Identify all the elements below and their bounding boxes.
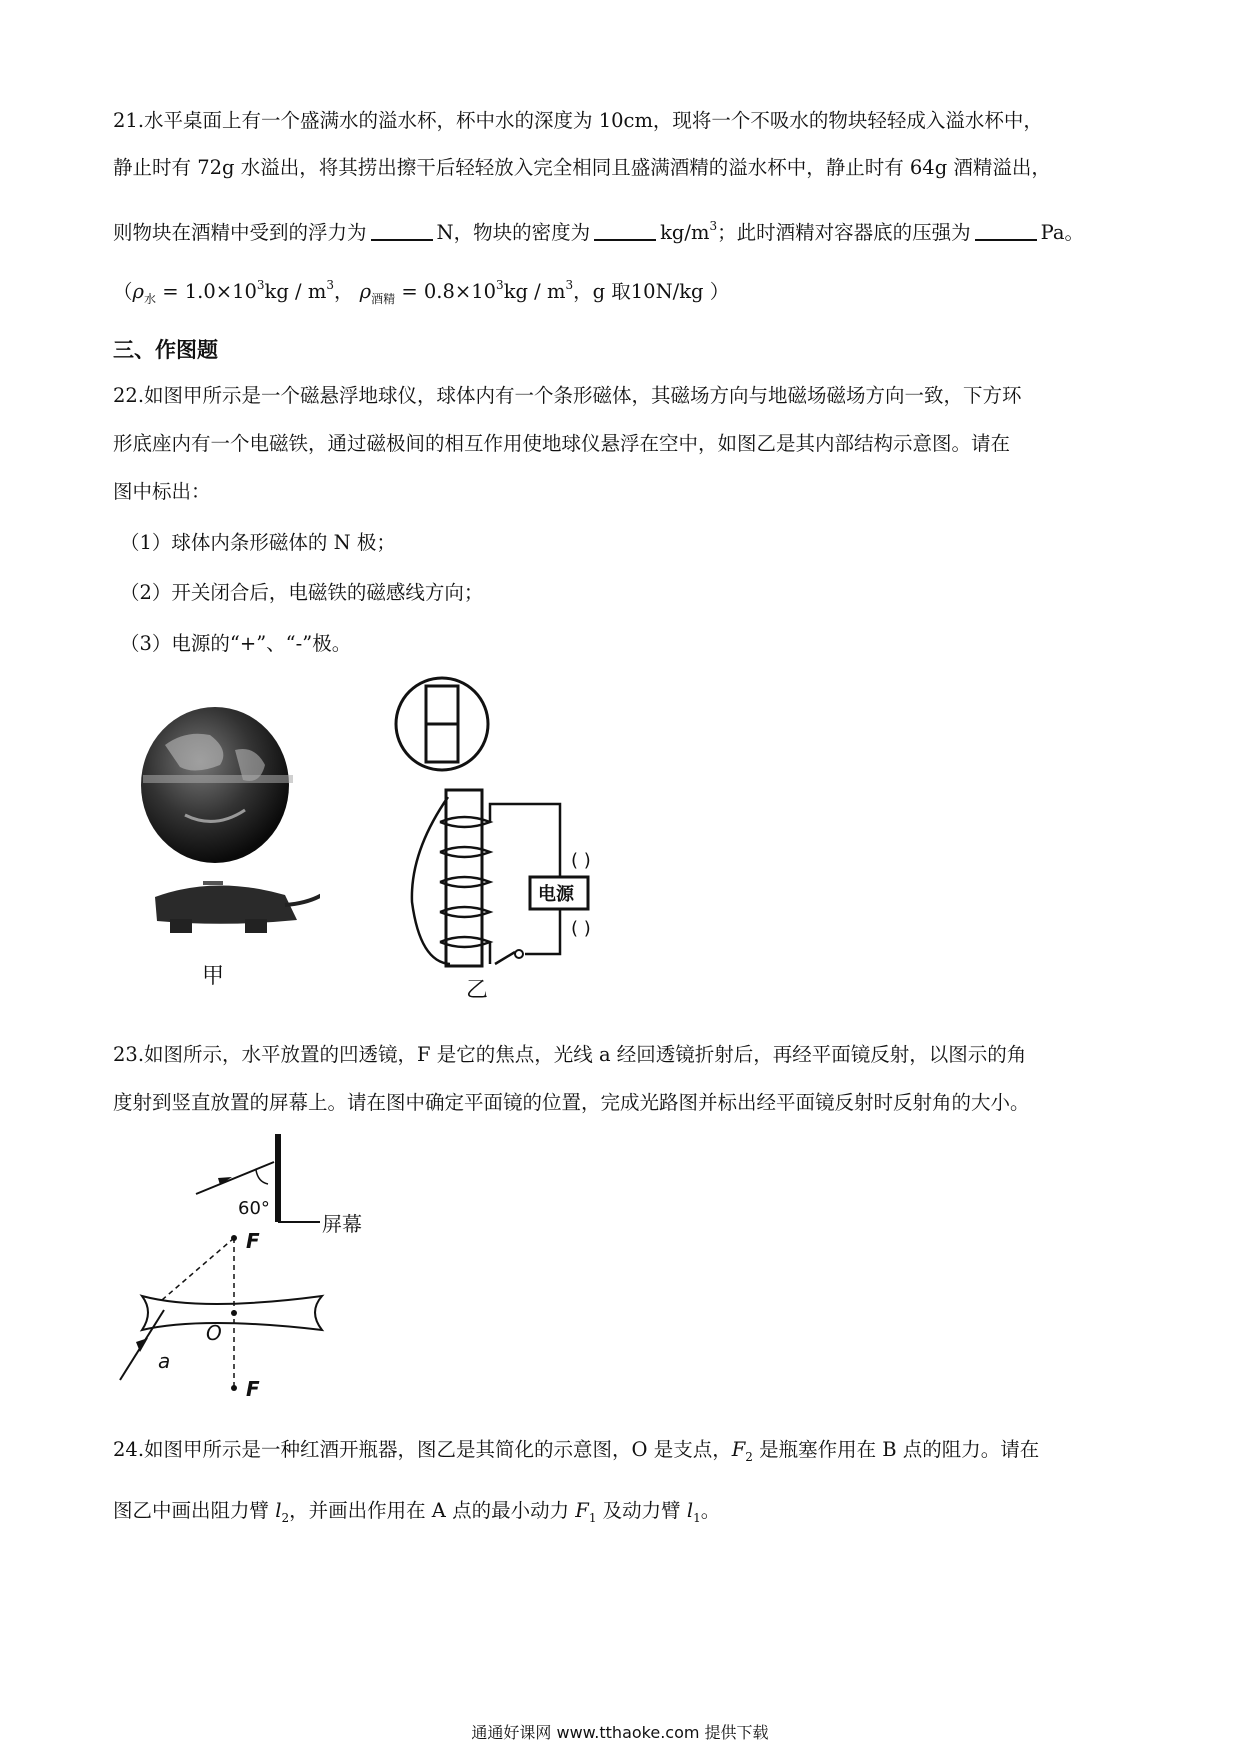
angle-label: 60° (238, 1198, 270, 1219)
focus-bottom (231, 1385, 237, 1391)
q22-line-3: 图中标出： (113, 480, 211, 503)
incident-ray (196, 1162, 274, 1194)
q21-text-c: kg/m (660, 221, 710, 244)
q24-text-f: 。 (700, 1499, 721, 1522)
q22-item-1: （1）球体内条形磁体的 N 极； (120, 531, 396, 554)
q21-text-a: 则物块在酒精中受到的浮力为 (113, 221, 367, 244)
focus-label-top: F (246, 1229, 260, 1253)
paren-open: （ (113, 280, 133, 303)
rho-sub-water: 水 (143, 292, 156, 306)
q21-text-b: N，物块的密度为 (436, 221, 591, 244)
q24-text-c: 图乙中画出阻力臂 (113, 1499, 276, 1522)
q24-F2-sub: 2 (745, 1450, 753, 1464)
label-yi: 乙 (466, 978, 489, 1003)
water-density: = 1.0×10 (156, 280, 257, 303)
q21-line-1: 21.水平桌面上有一个盛满水的溢水杯，杯中水的深度为 10cm，现将一个不吸水的物块轻轻成入溢水杯中， (113, 109, 1043, 132)
ray-a-label: a (158, 1349, 171, 1373)
q24-l1-sub: 1 (693, 1511, 701, 1525)
extension-line (162, 1238, 234, 1300)
q24-text-d: ，并画出作用在 A 点的最小动力 (289, 1499, 576, 1522)
rho-symbol: ρ (132, 280, 144, 303)
maglev-globe-figure (125, 705, 320, 995)
q24-F1-sub: 1 (588, 1511, 597, 1525)
electromagnet-diagram (390, 672, 640, 1004)
answer-blank-1[interactable] (371, 219, 433, 241)
q24-text-b: 是瓶塞作用在 B 点的阻力。请在 (752, 1438, 1040, 1461)
center-label: O (206, 1321, 222, 1345)
rho-sub-alcohol: 酒精 (371, 292, 396, 306)
exp-unit-water: 3 (326, 278, 334, 292)
separator: ， (333, 280, 360, 303)
q21-text-d: ；此时酒精对容器底的压强为 (717, 221, 971, 244)
globe-icon (141, 707, 289, 863)
q21-exp: 3 (709, 219, 718, 233)
section-heading: 三、作图题 (113, 338, 218, 362)
focus-label-bottom: F (246, 1377, 260, 1401)
rho-symbol-2: ρ (359, 280, 372, 303)
q22-line-2: 形底座内有一个电磁铁，通过磁极间的相互作用使地球仪悬浮在空中，如图乙是其内部结构示意图。请在 (113, 432, 1011, 455)
q21-constants (113, 276, 729, 307)
switch-lever[interactable] (495, 952, 515, 964)
exp-unit-alcohol: 3 (565, 278, 574, 292)
q24-l2: l (275, 1499, 282, 1522)
answer-blank-2[interactable] (594, 219, 656, 241)
label-jia: 甲 (202, 964, 225, 989)
q23-line-2: 度射到竖直放置的屏幕上。请在图中确定平面镜的位置，完成光路图并标出经平面镜反射时反射角的大小。 (113, 1091, 1030, 1114)
base-icon (155, 885, 297, 923)
exp-alcohol: 3 (496, 278, 504, 292)
q24-text-a: 24.如图甲所示是一种红酒开瓶器，图乙是其简化的示意图，O 是支点， (113, 1438, 732, 1461)
switch-contact (515, 950, 523, 958)
answer-blank-3[interactable] (975, 219, 1037, 241)
gravity-constant: ，g 取10N/kg ） (573, 280, 730, 303)
pole-blank-top[interactable]: ( ) (571, 850, 591, 871)
q21-line-2: 静止时有 72g 水溢出，将其捞出擦干后轻轻放入完全相同且盛满酒精的溢水杯中，静止时有 64g 酒精溢出， (113, 156, 1051, 179)
q23-line-1: 23.如图所示，水平放置的凹透镜，F 是它的焦点，光线 a 经回透镜折射后，再经平面镜反射，以图示的角 (113, 1043, 1027, 1066)
q24-l2-sub: 2 (281, 1511, 290, 1525)
wire-bottom (525, 909, 560, 954)
pole-blank-bottom[interactable]: ( ) (571, 918, 591, 939)
q24-l1: l (686, 1499, 694, 1522)
q24-line-2 (113, 1497, 720, 1532)
exp-water: 3 (256, 278, 265, 292)
q24-line-1 (113, 1436, 1039, 1471)
power-label: 电源 (538, 884, 574, 905)
unit-alcohol: kg / m (503, 280, 566, 303)
q21-line-3 (113, 212, 1084, 247)
q22-item-3: （3）电源的“+”、“-”极。 (120, 632, 352, 655)
q24-F2: F (731, 1438, 746, 1461)
q21-text-e: Pa。 (1040, 221, 1084, 244)
alcohol-density: = 0.8×10 (395, 280, 497, 303)
q22-item-2: （2）开关闭合后，电磁铁的磁感线方向； (120, 581, 484, 604)
screen-label: 屏幕 (322, 1212, 362, 1236)
wire-top (490, 804, 560, 877)
q24-text-e: 及动力臂 (596, 1499, 687, 1522)
page-footer[interactable]: 通通好课网 www.tthaoke.com 提供下载 (471, 1723, 769, 1742)
unit-water: kg / m (264, 280, 327, 303)
q24-F1: F (575, 1499, 589, 1522)
lens-diagram (110, 1130, 410, 1410)
q22-line-1: 22.如图甲所示是一个磁悬浮地球仪，球体内有一个条形磁体，其磁场方向与地磁场磁场方向一致，下方环 (113, 384, 1022, 407)
